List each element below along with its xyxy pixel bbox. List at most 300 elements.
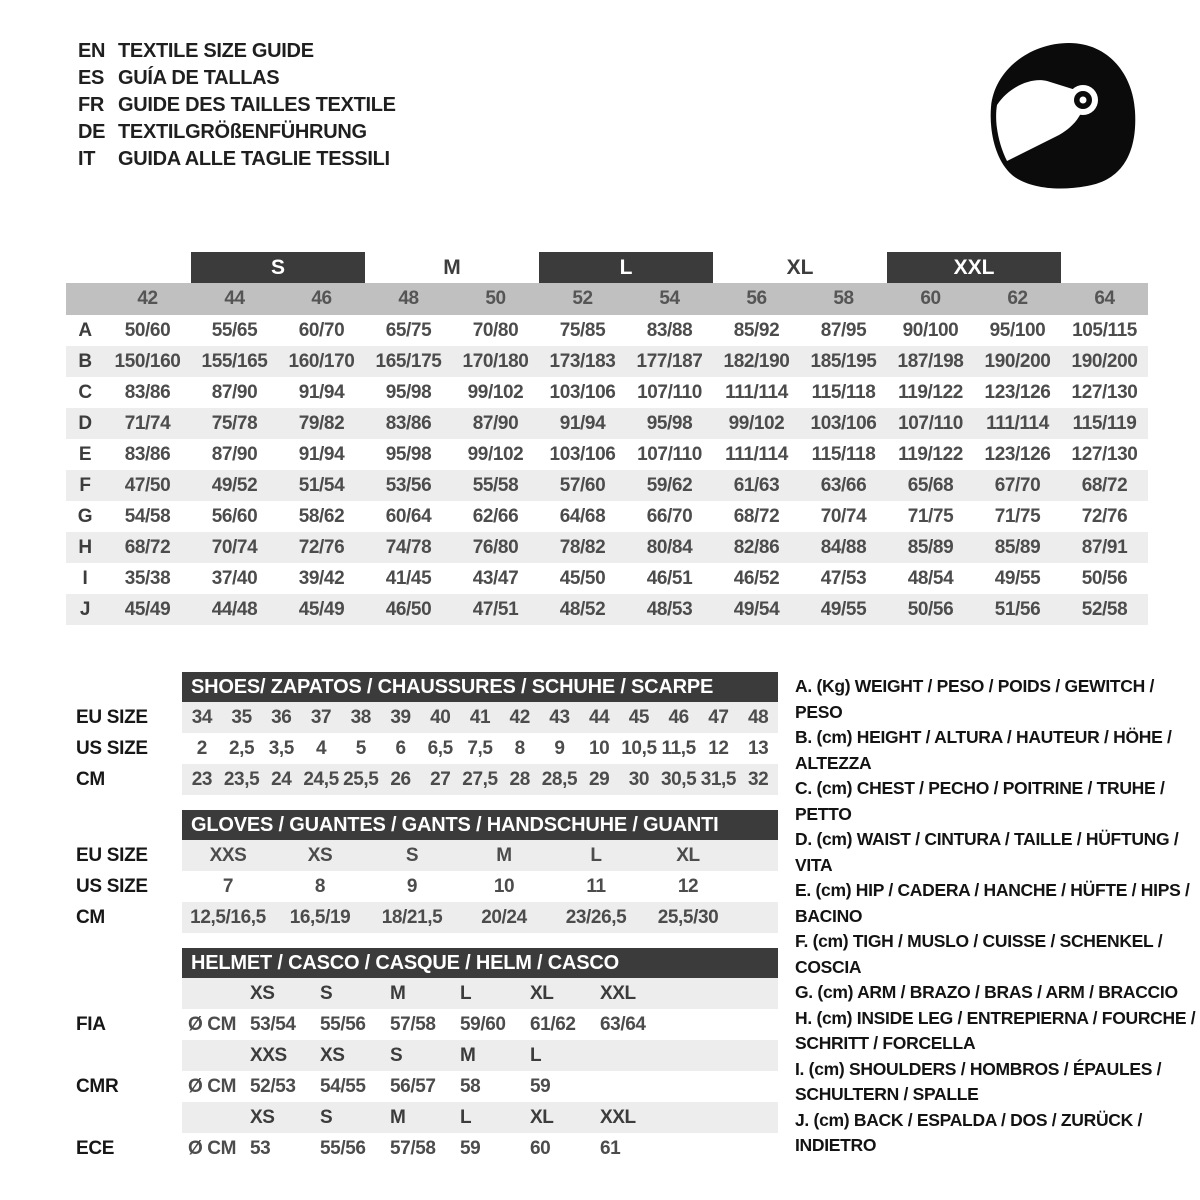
size-cell: 58/62 [298,505,345,527]
shoes-row-cell: 25,5 [343,768,379,790]
size-cell: 83/86 [124,443,171,465]
shoes-row-cell: 26 [390,768,411,790]
helmet-value-cell: 63/64 [600,1013,646,1035]
size-cell: 60/64 [385,505,432,527]
legend-item: A. (Kg) WEIGHT / PESO / POIDS / GEWITCH / PESO [795,676,1155,722]
size-cell: 85/89 [907,536,954,558]
size-cell: 187/198 [897,350,964,372]
helmet-standard-row [66,1071,778,1102]
shoes-row [66,702,778,733]
size-cell: 70/80 [472,319,519,341]
size-cell: 119/122 [898,443,963,465]
size-cell: 44/48 [211,598,258,620]
gloves-row-values [182,840,778,871]
shoes-row-cell: 9 [554,737,565,759]
size-row-label: G [77,505,93,527]
language-code: EN [78,40,106,62]
size-cell: 56/60 [211,505,258,527]
shoes-row-cell: 23 [191,768,213,790]
shoes-row-cell: 10 [589,737,610,759]
helmet-size-cell: XL [530,982,554,1004]
helmet-value-cell: 59/60 [460,1013,506,1035]
size-cell: 85/89 [994,536,1041,558]
shoes-row-cell: 30 [628,768,650,790]
language-title: TEXTILGRÖßENFÜHRUNG [118,121,367,143]
shoes-row-cell: 36 [271,706,292,728]
size-cell: 107/110 [637,381,702,403]
shoes-row-cell: 38 [350,706,371,728]
shoes-row-cell: 43 [549,706,570,728]
numeric-size: 52 [572,288,593,309]
size-cell: 65/68 [907,474,954,496]
size-row-label: D [78,412,92,434]
size-cell: 78/82 [559,536,606,558]
helmet-size-cell: M [390,1106,406,1128]
gloves-row [66,871,778,902]
helmet-sizes-values [182,1102,778,1133]
size-row [66,594,1148,625]
size-cell: 95/98 [385,381,432,403]
size-cell: 76/80 [472,536,519,558]
helmet-table-title: HELMET / CASCO / CASQUE / HELM / CASCO [182,948,778,978]
size-cell: 95/100 [989,319,1046,341]
shoes-row-cell: 2 [196,737,207,759]
size-cell: 48/54 [907,567,954,589]
size-cell: 72/76 [1081,505,1128,527]
size-cell: 91/94 [298,443,345,465]
size-row [66,346,1148,377]
size-cell: 45/49 [124,598,171,620]
shoes-row-cell: 32 [747,768,769,790]
racing-helmet-icon [983,36,1143,198]
size-cell: 84/88 [820,536,867,558]
size-row [66,408,1148,439]
size-row [66,563,1148,594]
size-cell: 46/51 [646,567,693,589]
size-cell: 51/56 [994,598,1041,620]
size-row-label: E [78,443,92,465]
size-cell: 71/75 [907,505,954,527]
legend-item: F. (cm) TIGH / MUSLO / CUISSE / SCHENKEL / COSCIA [795,931,1163,977]
size-row-label: C [78,381,92,403]
language-row [78,119,396,146]
helmet-size-cell: M [460,1044,476,1066]
size-group-row [66,252,1148,283]
gloves-row-cell: 9 [406,875,418,897]
shoes-row-cell: 41 [469,706,491,728]
gloves-row-cell: L [590,844,602,866]
gloves-row-cell: XXS [209,844,247,866]
shoes-row-cell: 7,5 [467,737,493,759]
numeric-size: 60 [920,288,941,309]
helmet-value-cell: 60 [530,1137,551,1159]
size-cell: 83/88 [646,319,693,341]
helmet-value-cell: 61/62 [530,1013,576,1035]
size-cell: 103/106 [549,443,616,465]
gloves-row-label: CM [76,906,105,928]
gloves-row-cell: 8 [314,875,326,897]
size-cell: 190/200 [984,350,1051,372]
gloves-rows [66,840,778,933]
size-cell: 75/78 [211,412,258,434]
size-row [66,377,1148,408]
helmet-sizes-values [182,1040,778,1071]
size-cell: 64/68 [559,505,606,527]
size-cell: 83/86 [385,412,432,434]
size-cell: 45/50 [559,567,606,589]
shoes-rows [66,702,778,795]
size-cell: 123/126 [984,443,1051,465]
shoes-row-cell: 24 [271,768,292,790]
gloves-row-label: EU SIZE [76,844,148,866]
size-cell: 68/72 [124,536,171,558]
language-row [78,38,396,65]
size-cell: 177/187 [636,350,703,372]
size-cell: 50/56 [1081,567,1128,589]
shoes-row-cell: 46 [668,706,689,728]
helmet-table [66,948,778,1164]
measurement-legend [795,674,1197,1159]
size-cell: 41/45 [385,567,432,589]
size-cell: 68/72 [733,505,780,527]
helmet-size-cell: XS [320,1044,345,1066]
helmet-value-cell: 55/56 [320,1013,366,1035]
helmet-value-cell: 54/55 [320,1075,366,1097]
shoes-row-label: CM [76,768,105,790]
size-cell: 150/160 [114,350,181,372]
shoes-row-values [182,764,778,795]
size-group-xxl: XXL [887,252,1061,283]
helmet-size-cell: XXL [600,1106,636,1128]
shoes-row-cell: 28,5 [541,768,578,790]
shoes-row-label: US SIZE [76,737,148,759]
size-cell: 47/53 [820,567,867,589]
textile-size-table [66,252,1148,625]
size-cell: 87/90 [211,381,258,403]
shoes-row-cell: 30,5 [660,768,697,790]
shoes-row-cell: 6 [395,737,406,759]
gloves-row-cell: 23/26,5 [565,906,627,928]
gloves-row-cell: S [405,844,419,866]
size-cell: 46/50 [385,598,432,620]
helmet-sizes-row-label [66,978,182,1009]
size-cell: 95/98 [646,412,693,434]
gloves-row [66,840,778,871]
shoes-row-cell: 37 [310,706,332,728]
size-cell: 115/118 [811,381,876,403]
helmet-sizes-row [66,978,778,1009]
size-cell: 185/195 [810,350,877,372]
gloves-row-cell: 16,5/19 [289,906,351,928]
size-row [66,501,1148,532]
size-cell: 115/118 [811,443,876,465]
size-cell: 111/114 [986,412,1049,434]
gloves-row-values [182,902,778,933]
legend-item: D. (cm) WAIST / CINTURA / TAILLE / HÜFTUNG / VITA [795,829,1179,875]
size-row [66,470,1148,501]
helmet-value-cell: 59 [460,1137,481,1159]
numeric-size-spacer [66,283,104,315]
size-cell: 71/74 [124,412,171,434]
size-row-label: I [82,567,88,589]
gloves-row-cell: 25,5/30 [657,906,719,928]
size-cell: 50/60 [124,319,171,341]
shoes-row [66,764,778,795]
size-cell: 45/49 [298,598,345,620]
numeric-size: 62 [1007,288,1028,309]
helmet-standard-label: ECE [76,1137,115,1159]
shoes-row-cell: 35 [231,706,252,728]
helmet-size-cell: S [320,982,333,1004]
numeric-size: 42 [137,288,158,309]
shoes-row [66,733,778,764]
language-code: FR [78,94,105,116]
size-cell: 49/55 [994,567,1041,589]
size-cell: 49/55 [820,598,867,620]
helmet-value-cell: 59 [530,1075,551,1097]
shoes-row-cell: 2,5 [228,737,255,759]
size-cell: 72/76 [298,536,345,558]
size-cell: 127/130 [1071,443,1138,465]
language-title: GUÍA DE TALLAS [118,67,280,89]
shoes-row-cell: 10,5 [621,737,657,759]
helmet-size-cell: L [530,1044,542,1066]
size-rows [66,315,1148,625]
size-cell: 52/58 [1081,598,1128,620]
shoes-table [66,672,778,795]
size-row-label: J [79,598,91,620]
legend-item: C. (cm) CHEST / PECHO / POITRINE / TRUHE / PETTO [795,778,1165,824]
size-row [66,315,1148,346]
size-cell: 66/70 [646,505,693,527]
numeric-size: 58 [833,288,854,309]
numeric-size: 48 [398,288,419,309]
numeric-size: 64 [1094,288,1115,309]
size-group-l: L [539,252,713,283]
helmet-value-cell: 52/53 [250,1075,296,1097]
size-cell: 107/110 [637,443,702,465]
size-cell: 87/91 [1081,536,1128,558]
helmet-value-cell: 61 [600,1137,621,1159]
size-cell: 65/75 [385,319,432,341]
size-group-xl: XL [786,255,814,279]
legend-item: E. (cm) HIP / CADERA / HANCHE / HÜFTE / HIPS / BACINO [795,880,1190,926]
helmet-size-cell: M [390,982,406,1004]
language-code: DE [78,121,106,143]
gloves-row-values [182,871,778,902]
shoes-row-cell: 3,5 [268,737,294,759]
gloves-row-cell: 7 [222,875,234,897]
shoes-row-cell: 29 [589,768,610,790]
shoes-row-cell: 40 [430,706,451,728]
helmet-value-cell: 53 [250,1137,271,1159]
size-cell: 119/122 [898,381,963,403]
helmet-sizes-row [66,1102,778,1133]
size-cell: 55/58 [472,474,519,496]
language-title: TEXTILE SIZE GUIDE [118,40,314,62]
size-cell: 61/63 [733,474,780,496]
helmet-value-cell: 56/57 [390,1075,436,1097]
shoes-row-cell: 11,5 [661,737,696,759]
size-cell: 170/180 [462,350,529,372]
size-cell: 48/52 [559,598,606,620]
gloves-row-cell: M [496,844,512,866]
size-cell: 49/52 [211,474,258,496]
shoes-row-cell: 34 [191,706,213,728]
size-cell: 37/40 [211,567,258,589]
shoes-row-cell: 42 [509,706,530,728]
shoes-row-cell: 8 [514,737,525,759]
helmet-size-cell: XS [250,1106,275,1128]
helmet-rows [66,978,778,1164]
size-cell: 47/50 [124,474,171,496]
helmet-sizes-values [182,978,778,1009]
size-cell: 91/94 [298,381,345,403]
helmet-size-cell: XXS [250,1044,287,1066]
gloves-table-title: GLOVES / GUANTES / GANTS / HANDSCHUHE / GUANTI [182,810,778,840]
size-cell: 79/82 [298,412,345,434]
shoes-row-values [182,702,778,733]
size-cell: 47/51 [472,598,519,620]
shoes-row-cell: 47 [708,706,729,728]
shoes-row-label: EU SIZE [76,706,148,728]
gloves-row-cell: 12,5/16,5 [190,906,266,928]
shoes-row-cell: 5 [355,737,366,759]
size-cell: 123/126 [984,381,1051,403]
language-list [78,38,396,173]
helmet-unit-cell: Ø CM [188,1075,237,1097]
size-cell: 43/47 [472,567,519,589]
language-code: ES [78,67,105,89]
numeric-size: 56 [746,288,767,309]
helmet-size-cell: S [390,1044,403,1066]
size-cell: 87/95 [820,319,867,341]
helmet-value-cell: 58 [460,1075,481,1097]
size-cell: 50/56 [907,598,954,620]
size-cell: 48/53 [646,598,693,620]
size-cell: 165/175 [375,350,442,372]
size-cell: 99/102 [467,381,524,403]
helmet-value-cell: 57/58 [390,1013,436,1035]
language-row [78,92,396,119]
helmet-value-cell: 57/58 [390,1137,436,1159]
size-cell: 95/98 [385,443,432,465]
language-row [78,65,396,92]
helmet-size-cell: XXL [600,982,636,1004]
shoes-row-cell: 13 [747,737,769,759]
size-group-s: S [191,252,365,283]
shoes-row-cell: 39 [390,706,411,728]
helmet-standard-values [182,1133,778,1164]
legend-item: H. (cm) INSIDE LEG / ENTREPIERNA / FOURCHE / SCHRITT / FORCELLA [795,1007,1196,1053]
helmet-size-cell: XL [530,1106,554,1128]
size-row [66,532,1148,563]
size-cell: 71/75 [994,505,1041,527]
size-cell: 60/70 [298,319,345,341]
helmet-value-cell: 53/54 [250,1013,296,1035]
size-cell: 51/54 [298,474,345,496]
size-cell: 75/85 [559,319,606,341]
size-cell: 182/190 [723,350,790,372]
helmet-standard-values [182,1009,778,1040]
language-title: GUIDA ALLE TAGLIE TESSILI [118,148,390,170]
size-cell: 68/72 [1081,474,1128,496]
size-cell: 90/100 [902,319,959,341]
helmet-standard-label: FIA [76,1013,106,1035]
helmet-standard-values [182,1071,778,1102]
legend-item: G. (cm) ARM / BRAZO / BRAS / ARM / BRACCIO [795,982,1178,1002]
size-row-label: H [78,536,92,558]
language-code: IT [78,148,96,170]
size-row-label: A [78,319,92,341]
helmet-size-cell: L [460,1106,472,1128]
gloves-row-cell: 11 [586,875,606,897]
size-cell: 99/102 [728,412,785,434]
size-cell: 85/92 [733,319,780,341]
helmet-standard-label: CMR [76,1075,119,1097]
shoes-row-cell: 44 [589,706,610,728]
shoes-row-cell: 24,5 [303,768,339,790]
shoes-row-cell: 6,5 [427,737,453,759]
size-cell: 127/130 [1071,381,1138,403]
size-cell: 57/60 [559,474,606,496]
shoes-row-cell: 4 [315,737,327,759]
language-title: GUIDE DES TAILLES TEXTILE [118,94,396,116]
size-cell: 105/115 [1072,319,1137,341]
shoes-row-values [182,733,778,764]
gloves-row-cell: 18/21,5 [381,906,443,928]
numeric-size: 50 [485,288,506,309]
size-cell: 87/90 [211,443,258,465]
helmet-sizes-row-label [66,1102,182,1133]
shoes-row-cell: 27,5 [462,768,498,790]
gloves-row-cell: XS [307,844,333,866]
size-row [66,439,1148,470]
shoes-row-cell: 45 [628,706,650,728]
size-cell: 67/70 [994,474,1041,496]
size-cell: 39/42 [298,567,345,589]
size-cell: 87/90 [472,412,519,434]
size-cell: 59/62 [646,474,693,496]
size-cell: 99/102 [467,443,524,465]
size-cell: 63/66 [820,474,867,496]
gloves-row [66,902,778,933]
helmet-unit-cell: Ø CM [188,1137,237,1159]
helmet-value-cell: 55/56 [320,1137,366,1159]
gloves-row-cell: 12 [677,875,699,897]
size-row-label: B [78,350,92,372]
size-cell: 70/74 [211,536,258,558]
size-cell: 83/86 [124,381,171,403]
size-cell: 82/86 [733,536,780,558]
shoes-row-cell: 48 [747,706,769,728]
legend-item: J. (cm) BACK / ESPALDA / DOS / ZURÜCK / INDIETRO [795,1109,1143,1155]
size-row-label: F [79,474,91,496]
numeric-size: 46 [311,288,332,309]
gloves-row-label: US SIZE [76,875,148,897]
size-cell: 160/170 [288,350,355,372]
size-cell: 55/65 [211,319,258,341]
size-cell: 111/114 [725,381,788,403]
shoes-table-title: SHOES/ ZAPATOS / CHAUSSURES / SCHUHE / SCARPE [182,672,778,702]
helmet-sizes-row [66,1040,778,1071]
size-cell: 35/38 [124,567,171,589]
size-cell: 107/110 [898,412,963,434]
gloves-table [66,810,778,933]
language-row [78,146,396,173]
size-cell: 53/56 [385,474,432,496]
size-cell: 111/114 [725,443,788,465]
